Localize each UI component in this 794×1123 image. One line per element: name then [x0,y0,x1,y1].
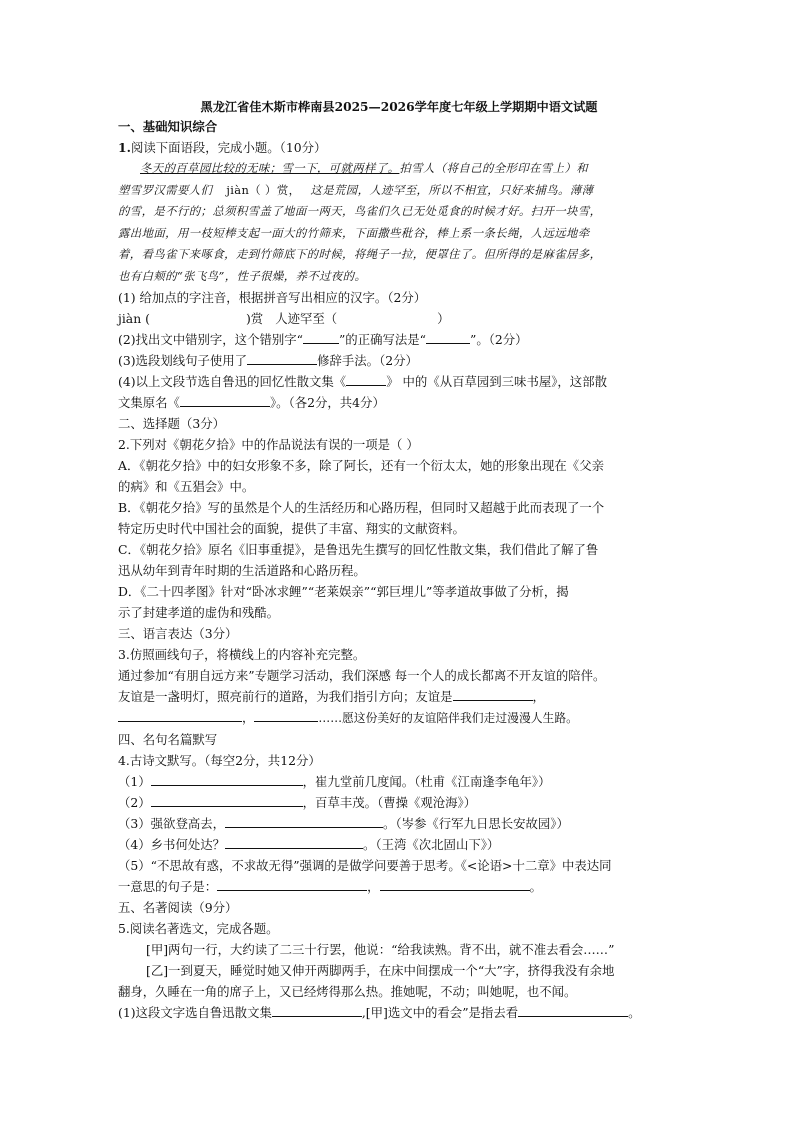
poem-2a: （2） [118,795,151,810]
option-d-line-1: D．《二十四孝图》针对“卧冰求鲤”“老莱娱亲”“郭巨埋儿”等孝道故事做了分析，揭 [118,584,569,599]
exam-page [118,98,680,1023]
subq3-b: 修辞手法。（2分） [317,353,418,368]
excerpt-yi-line-2: 翻身，久睡在一角的席子上，又已经烤得那么热。推她呢，不动；叫她呢，也不闻。 [118,984,577,999]
answer-blank[interactable] [118,708,242,722]
option-b-line-1: B．《朝花夕拾》写的虽然是个人的生活经历和心路历程，但同时又超越于此而表现了一个 [118,500,605,515]
passage-line-1 [118,158,680,180]
subquestion-4-cont [118,392,680,413]
question-3-line-2 [118,686,680,707]
answer-blank[interactable] [151,772,303,786]
answer-blank[interactable] [247,351,317,365]
question-3-line-1: 通过参加“有朋自远方来”专题学习活动，我们深感 每一个人的成长都离不开友谊的陪伴。 [118,668,606,683]
answer-blank[interactable] [518,1003,628,1017]
question-1-text: 阅读下面语段，完成小题。（10分） [130,140,327,155]
question-1-number: 1. [118,140,131,155]
answer-blank[interactable] [254,708,318,722]
section-5-heading: 五、名著阅读（9分） [118,900,238,915]
passage-line-6: 也有白颊的“张飞鸟”，性子很燥，养不过夜的。 [118,268,367,283]
q5-sub1b: ,[甲]选文中的看会”是指去看 [361,1005,519,1020]
poem-item-5-cont [118,876,680,897]
poem-1a: （1） [118,774,151,789]
subq4-d: 》。（各2分，共4分） [269,395,385,410]
question-5-sub-1 [118,1002,680,1023]
subquestion-3 [118,350,680,371]
q3-l2b: ， [532,689,545,704]
passage-line-2 [118,180,680,202]
answer-blank[interactable] [303,330,339,344]
answer-blank[interactable] [380,877,530,891]
subquestion-1-answer [118,308,680,329]
subq1-b: )赏 [245,311,264,326]
subq4-b: 》 中的《从百草园到三味书屋》，这部散 [386,374,607,389]
subquestion-4 [118,371,680,392]
question-5: 5.阅读名著选文，完成各题。 [118,921,279,936]
subq2-c: ”。（2分） [469,332,528,347]
poem-5b: 一意思的句子是： [118,879,218,894]
subquestion-1: (1) 给加点的字注音，根据拼音写出相应的汉字。（2分） [118,290,427,305]
answer-blank[interactable] [217,877,367,891]
subq1-c: 人迹罕至（ [275,311,338,326]
poem-item-3 [118,813,680,834]
section-3-heading: 三、语言表达（3分） [118,626,238,641]
question-3: 3.仿照画线句子，将横线上的内容补充完整。 [118,647,366,662]
answer-blank[interactable] [225,814,383,828]
question-3-line-3 [118,707,680,729]
poem-3b: 。（岑参《行军九日思长安故园》） [383,816,569,831]
passage-line-5: 着，看鸟雀下来啄食，走到竹筛底下的时候，将绳子一拉，便罩住了。但所得的是麻雀居多， [118,247,602,261]
passage-line-2c: 薄薄 [569,182,594,197]
answer-blank[interactable] [272,1003,362,1017]
passage-line-2a: 塑雪罗汉需要人们 [118,182,213,197]
subq4-c: 文集原名《 [118,395,180,410]
passage-line-3: 的雪，是不行的；总须积雪盖了地面一两天，鸟雀们久已无处觅食的时候才好。扫开一块雪， [118,204,602,218]
answer-blank[interactable] [225,835,363,849]
answer-blank[interactable] [180,393,270,407]
excerpt-yi-line-1: [乙]一到夏天，睡觉时她又伸开两脚两手，在床中间摆成一个“大”字，挤得我没有余地 [146,963,615,978]
option-d-line-2: 示了封建孝道的虚伪和残酷。 [118,605,280,620]
passage-line-2b: 这是荒园，人迹罕至，所以不相宜，只好来捕鸟。 [310,182,570,197]
subq1-d: ） [437,311,450,326]
passage [118,158,680,287]
question-4: 4.古诗文默写。（每空2分，共12分） [118,753,321,768]
poem-3a: （3）强欲登高去， [118,816,226,831]
question-2: 2.下列对《朝花夕拾》中的作品说法有误的一项是（ ） [118,437,419,452]
poem-item-1 [118,771,680,792]
poem-item-2 [118,792,680,813]
q3-l2a: 友谊是一盏明灯，照亮前行的道路，为我们指引方向；友谊是 [118,689,453,704]
poem-4a: （4）乡书何处达？ [118,837,226,852]
pinyin-blank: jiàn（ ）赏， [226,182,301,197]
poem-2b: ，百草丰茂。（曹操《观沧海》） [302,795,477,810]
option-a-line-1: A．《朝花夕拾》中的妇女形象不多，除了阿长，还有一个衍太太，她的形象出现在《父亲 [118,458,604,473]
passage-line-4: 露出地面，用一枝短棒支起一面大的竹筛来，下面撒些秕谷，棒上系一条长绳，人远远地牵 [118,225,590,240]
subq3-a: (3)选段划线句子使用了 [118,353,248,368]
section-4-heading: 四、名句名篇默写 [118,732,218,747]
passage-underlined-sentence: 冬天的百草园比较的无味；雪一下，可就两样了。 [140,161,400,175]
answer-blank[interactable] [453,687,533,701]
poem-1b: ，崔九堂前几度闻。（杜甫《江南逢李龟年》） [302,774,551,789]
answer-blank[interactable] [151,793,303,807]
poem-5d: 。 [529,879,542,894]
q5-sub1c: 。 [628,1005,641,1020]
subq2-a: (2)找出文中错别字，这个错别字“ [118,332,303,347]
pinyin-label: jiàn ( [118,311,150,326]
answer-blank[interactable] [426,330,470,344]
poem-5c: ， [367,879,380,894]
exam-title: 黑龙江省佳木斯市桦南县2025—2026学年度七年级上学期期中语文试题 [200,100,598,114]
subq2-b: ”的正确写法是“ [338,332,426,347]
option-a-line-2: 的病》和《五猖会》中。 [118,479,255,494]
question-1 [118,137,680,158]
poem-item-4 [118,834,680,855]
poem-item-5: （5）“不思故有惑，不求故无得”强调的是做学问要善于思考。《<论语>十二章》中表达同 [118,858,612,873]
poem-4b: 。（王湾《次北固山下》） [363,837,500,852]
q3-l3b: ……愿这份美好的友谊陪伴我们走过漫漫人生路。 [318,711,578,725]
section-2-heading: 二、选择题（3分） [118,416,226,431]
q5-sub1a: (1)这段文字选自鲁迅散文集 [118,1005,272,1020]
subq4-a: (4)以上文段节选自鲁迅的回忆性散文集《 [118,374,347,389]
subquestion-2 [118,329,680,350]
q3-l3a: ， [242,710,255,725]
passage-line-1b: 拍雪人（将自己的全形印在雪上）和 [399,161,589,175]
option-b-line-2: 特定历史时代中国社会的面貌，提供了丰富、翔实的文献资料。 [118,521,465,536]
option-c-line-2: 迅从幼年到青年时期的生活道路和心路历程。 [118,563,366,578]
excerpt-jia: [甲]两句一行，大约读了二三十行罢，他说：“给我读熟。背不出，就不准去看会……” [146,942,615,957]
section-1-heading: 一、基础知识综合 [118,119,218,134]
option-c-line-1: C．《朝花夕拾》原名《旧事重提》，是鲁迅先生撰写的回忆性散文集，我们借此了解了鲁 [118,542,599,557]
answer-blank[interactable] [346,372,386,386]
